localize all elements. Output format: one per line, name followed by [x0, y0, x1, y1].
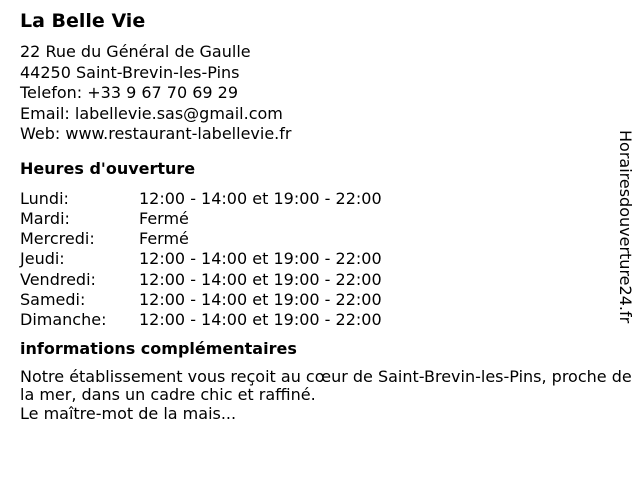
- info-text-line: Notre établissement vous reçoit au cœur de Saint-Brevin-les-Pins, proche de la mer, dans un cadre chic et raffiné.: [20, 366, 632, 405]
- day-hours: Fermé: [139, 208, 189, 228]
- day-label: Lundi:: [20, 188, 69, 208]
- email-address[interactable]: Email: labellevie.sas@gmail.com: [20, 103, 283, 123]
- day-label: Mardi:: [20, 208, 70, 228]
- hours-row-samedi: [20, 290, 615, 310]
- hours-table: [20, 189, 615, 331]
- day-hours: 12:00 - 14:00 et 19:00 - 22:00: [139, 310, 382, 330]
- day-hours: 12:00 - 14:00 et 19:00 - 22:00: [139, 289, 382, 309]
- hours-row-mardi: [20, 209, 615, 229]
- day-label: Samedi:: [20, 289, 86, 309]
- hours-row-lundi: [20, 189, 615, 209]
- website-link[interactable]: Web: www.restaurant-labellevie.fr: [20, 124, 292, 143]
- address-city: 44250 Saint-Brevin-les-Pins: [20, 62, 240, 82]
- business-name: La Belle Vie: [20, 10, 146, 32]
- day-label: Mercredi:: [20, 229, 95, 249]
- day-hours: 12:00 - 14:00 et 19:00 - 22:00: [139, 249, 382, 269]
- hours-row-dimanche: [20, 310, 615, 330]
- hours-row-jeudi: [20, 249, 615, 269]
- hours-row-vendredi: [20, 270, 615, 290]
- day-label: Vendredi:: [20, 269, 96, 289]
- day-label: Jeudi:: [20, 249, 65, 269]
- hours-row-mercredi: [20, 229, 615, 249]
- watermark: [608, 130, 638, 370]
- day-hours: 12:00 - 14:00 et 19:00 - 22:00: [139, 188, 382, 208]
- day-hours: Fermé: [139, 229, 189, 249]
- hours-heading: Heures d'ouverture: [20, 158, 196, 178]
- info-heading: informations complémentaires: [20, 338, 297, 358]
- contact-block: [20, 42, 615, 145]
- day-label: Dimanche:: [20, 310, 107, 330]
- info-text-truncated: Le maître-mot de la mais...: [20, 403, 237, 423]
- address-street: 22 Rue du Général de Gaulle: [20, 42, 251, 61]
- phone-number[interactable]: Telefon: +33 9 67 70 69 29: [20, 83, 239, 102]
- info-description: [20, 368, 632, 424]
- watermark-text: Horairesdouverture24.fr: [616, 130, 635, 324]
- day-hours: 12:00 - 14:00 et 19:00 - 22:00: [139, 269, 382, 289]
